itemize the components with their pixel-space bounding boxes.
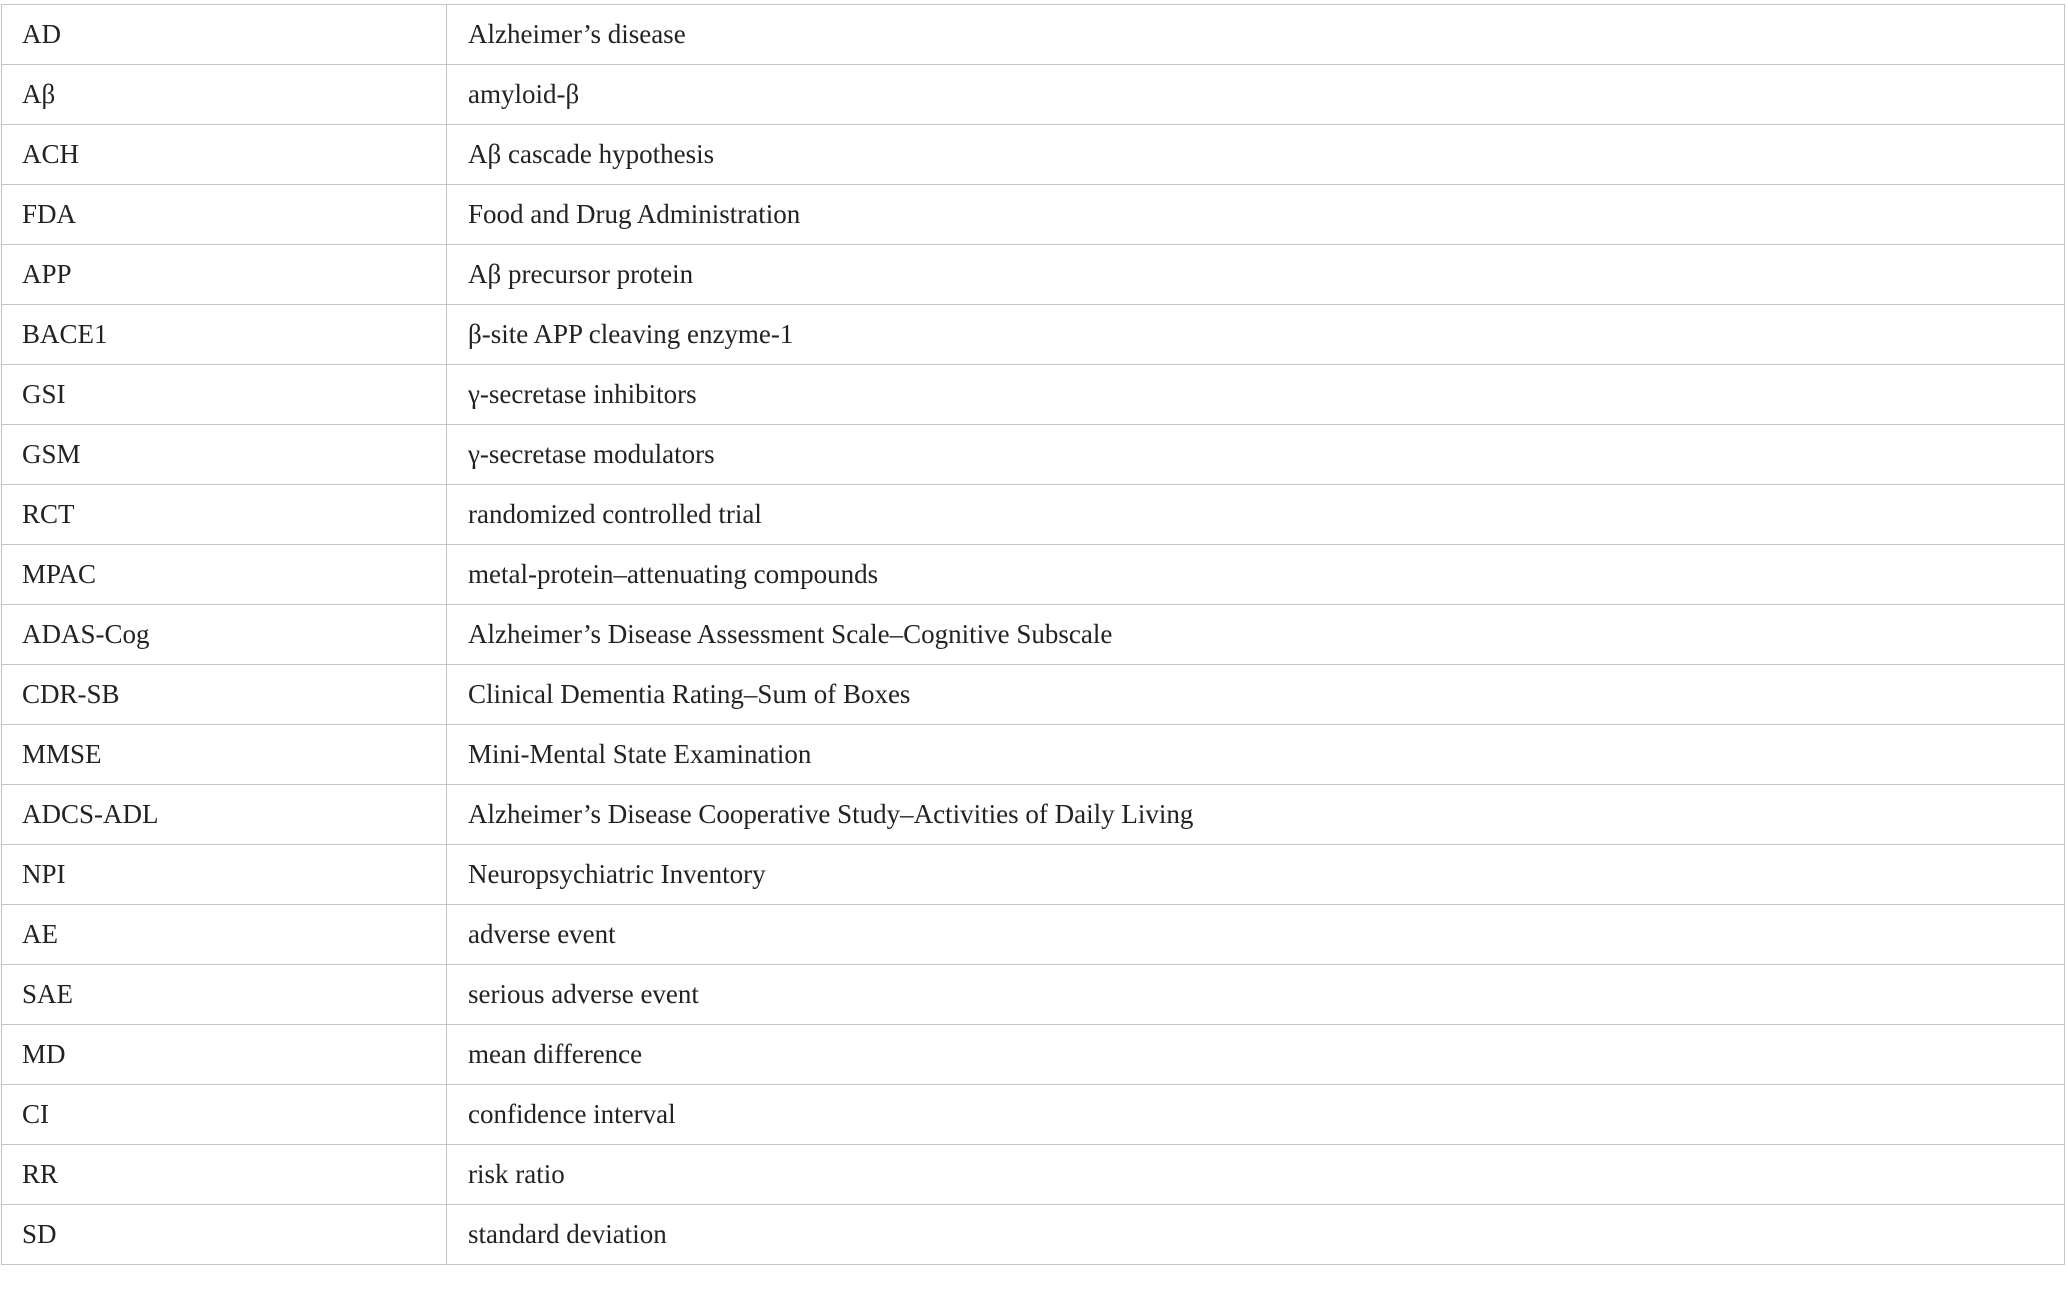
abbreviation-cell: AD	[2, 5, 447, 65]
table-row	[2, 1205, 2065, 1265]
abbreviation-cell: SD	[2, 1205, 447, 1265]
abbreviation-cell: ACH	[2, 125, 447, 185]
table-row	[2, 425, 2065, 485]
definition-cell: amyloid-β	[447, 65, 2065, 125]
abbreviation-cell: GSI	[2, 365, 447, 425]
definition-cell: risk ratio	[447, 1145, 2065, 1205]
definition-cell: Aβ precursor protein	[447, 245, 2065, 305]
definition-cell: Neuropsychiatric Inventory	[447, 845, 2065, 905]
definition-cell: mean difference	[447, 1025, 2065, 1085]
table-row	[2, 905, 2065, 965]
table-row	[2, 1085, 2065, 1145]
table-row	[2, 665, 2065, 725]
definition-cell: metal-protein–attenuating compounds	[447, 545, 2065, 605]
abbreviation-cell: MMSE	[2, 725, 447, 785]
table-row	[2, 485, 2065, 545]
abbreviation-cell: CI	[2, 1085, 447, 1145]
abbreviation-cell: RCT	[2, 485, 447, 545]
definition-cell: Aβ cascade hypothesis	[447, 125, 2065, 185]
abbreviation-cell: AE	[2, 905, 447, 965]
table-row	[2, 965, 2065, 1025]
table-row	[2, 365, 2065, 425]
abbreviation-cell: SAE	[2, 965, 447, 1025]
abbreviation-cell: NPI	[2, 845, 447, 905]
definition-cell: standard deviation	[447, 1205, 2065, 1265]
definition-cell: Mini-Mental State Examination	[447, 725, 2065, 785]
table-row	[2, 305, 2065, 365]
abbreviation-cell: APP	[2, 245, 447, 305]
table-row	[2, 1145, 2065, 1205]
table-row	[2, 725, 2065, 785]
abbreviations-table-body	[2, 5, 2065, 1265]
table-row	[2, 545, 2065, 605]
table-row	[2, 605, 2065, 665]
definition-cell: γ-secretase inhibitors	[447, 365, 2065, 425]
definition-cell: randomized controlled trial	[447, 485, 2065, 545]
definition-cell: Alzheimer’s Disease Cooperative Study–Activities of Daily Living	[447, 785, 2065, 845]
definition-cell: confidence interval	[447, 1085, 2065, 1145]
abbreviation-cell: CDR-SB	[2, 665, 447, 725]
table-row	[2, 785, 2065, 845]
abbreviation-cell: RR	[2, 1145, 447, 1205]
table-row	[2, 245, 2065, 305]
definition-cell: γ-secretase modulators	[447, 425, 2065, 485]
abbreviation-cell: MD	[2, 1025, 447, 1085]
definition-cell: Alzheimer’s disease	[447, 5, 2065, 65]
definition-cell: β-site APP cleaving enzyme-1	[447, 305, 2065, 365]
definition-cell: Alzheimer’s Disease Assessment Scale–Cognitive Subscale	[447, 605, 2065, 665]
table-row	[2, 125, 2065, 185]
definition-cell: serious adverse event	[447, 965, 2065, 1025]
abbreviation-cell: ADCS-ADL	[2, 785, 447, 845]
abbreviation-cell: BACE1	[2, 305, 447, 365]
abbreviation-cell: MPAC	[2, 545, 447, 605]
table-row	[2, 5, 2065, 65]
abbreviations-table	[1, 4, 2065, 1265]
abbreviation-cell: GSM	[2, 425, 447, 485]
abbreviation-cell: ADAS-Cog	[2, 605, 447, 665]
table-row	[2, 185, 2065, 245]
definition-cell: Clinical Dementia Rating–Sum of Boxes	[447, 665, 2065, 725]
table-row	[2, 845, 2065, 905]
table-row	[2, 65, 2065, 125]
definition-cell: Food and Drug Administration	[447, 185, 2065, 245]
abbreviation-cell: FDA	[2, 185, 447, 245]
table-row	[2, 1025, 2065, 1085]
definition-cell: adverse event	[447, 905, 2065, 965]
abbreviation-cell: Aβ	[2, 65, 447, 125]
